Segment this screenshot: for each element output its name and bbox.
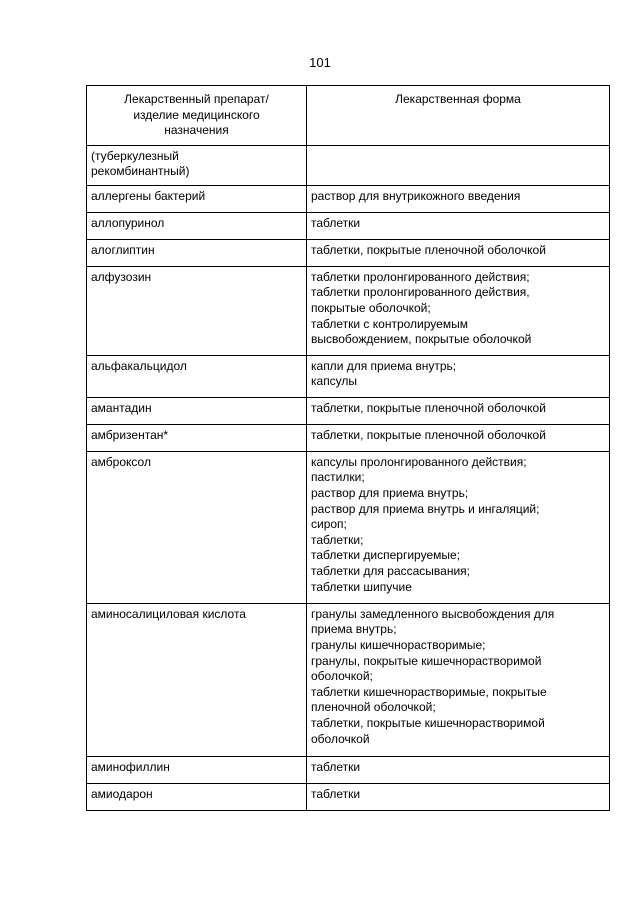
form-cell: капсулы пролонгированного действия; пастилки; раствор для приема внутрь; раствор для приема внутрь и ингаляций; сироп; таблетки; таблетки диспергируемые; таблетки для рассасывания; таблетки шипучие — [307, 451, 610, 603]
form-cell: гранулы замедленного высвобождения для приема внутрь; гранулы кишечнорастворимые; гранулы, покрытые кишечнорастворимой оболочкой; таблетки кишечнорастворимые, покрытые пленочной оболочкой; таблетки, покрытые кишечнорастворимой оболочкой — [307, 603, 610, 756]
table-row — [87, 603, 610, 756]
table-row — [87, 451, 610, 603]
drug-cell: амантадин — [87, 397, 307, 424]
form-cell: таблетки — [307, 212, 610, 239]
form-cell: таблетки пролонгированного действия; таблетки пролонгированного действия, покрытые оболочкой; таблетки с контролируемым высвобождением, покрытые оболочкой — [307, 266, 610, 355]
form-cell: таблетки, покрытые пленочной оболочкой — [307, 424, 610, 451]
header-drug: Лекарственный препарат/ изделие медицинского назначения — [87, 86, 307, 146]
header-form: Лекарственная форма — [307, 86, 610, 146]
drug-cell: аллергены бактерий — [87, 185, 307, 212]
drug-cell: алоглиптин — [87, 239, 307, 266]
form-cell: таблетки — [307, 756, 610, 783]
drug-cell: амброксол — [87, 451, 307, 603]
table-row — [87, 239, 610, 266]
form-cell: таблетки — [307, 783, 610, 810]
table-row — [87, 266, 610, 355]
drug-cell: (туберкулезный рекомбинантный) — [87, 145, 307, 185]
drug-cell: аллопуринол — [87, 212, 307, 239]
table-row — [87, 185, 610, 212]
table-row — [87, 397, 610, 424]
table-header-row — [87, 86, 610, 146]
form-cell: таблетки, покрытые пленочной оболочкой — [307, 239, 610, 266]
page-number: 101 — [309, 55, 331, 70]
form-cell: раствор для внутрикожного введения — [307, 185, 610, 212]
form-cell: таблетки, покрытые пленочной оболочкой — [307, 397, 610, 424]
drug-cell: альфакальцидол — [87, 355, 307, 397]
table-row — [87, 145, 610, 185]
drug-table — [86, 85, 610, 811]
table-row — [87, 424, 610, 451]
drug-cell: аминосалициловая кислота — [87, 603, 307, 756]
drug-cell: амиодарон — [87, 783, 307, 810]
table-row — [87, 212, 610, 239]
table-row — [87, 756, 610, 783]
drug-cell: амбризентан* — [87, 424, 307, 451]
drug-cell: аминофиллин — [87, 756, 307, 783]
table-row — [87, 355, 610, 397]
form-cell: капли для приема внутрь; капсулы — [307, 355, 610, 397]
drug-cell: алфузозин — [87, 266, 307, 355]
form-cell — [307, 145, 610, 185]
table-row — [87, 783, 610, 810]
